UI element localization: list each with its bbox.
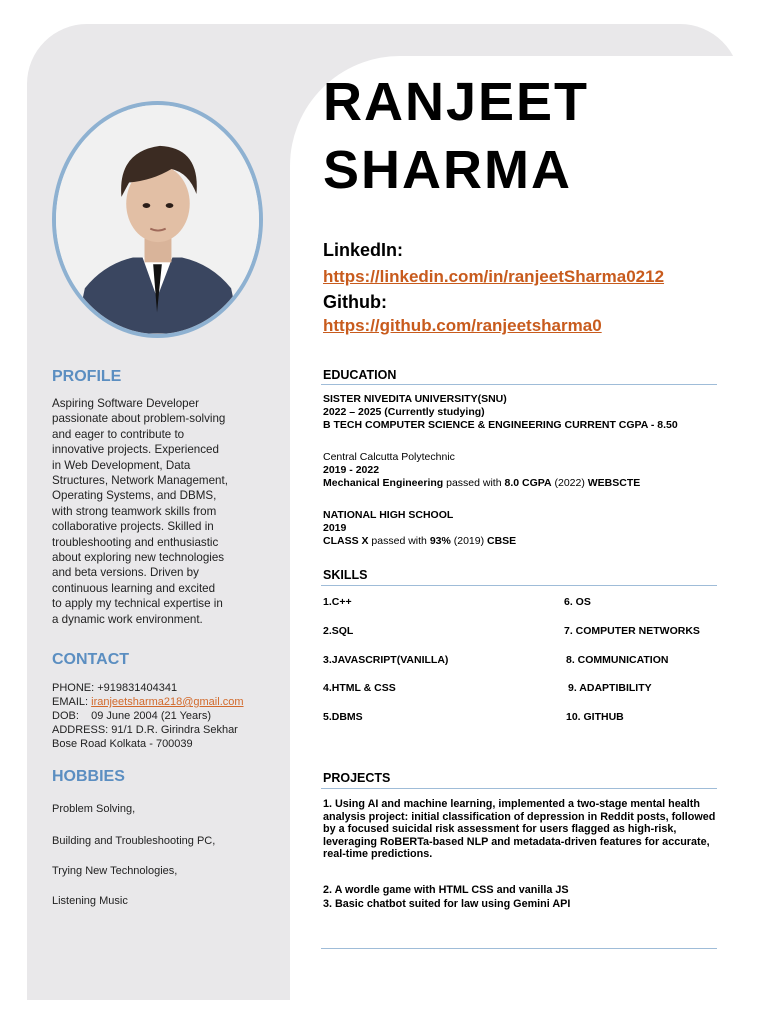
person-photo-illustration [56,105,259,334]
education-degree: B TECH COMPUTER SCIENCE & ENGINEERING CURRENT CGPA - 8.50 [323,419,678,431]
github-link[interactable]: https://github.com/ranjeetsharma0 [323,316,602,335]
profile-line: collaborative projects. Skilled in [52,520,214,534]
skill-item: 7. COMPUTER NETWORKS [564,625,700,637]
hobby-item: Trying New Technologies, [52,865,178,877]
project-item: 1. Using AI and machine learning, implemented a two-stage mental health analysis project: initial classification of depression in Reddit posts, followed by a focused suicidal risk assessment for users flagged as high-risk, leveraging RoBERTa-based NLP and metadata-driven features for accurate, real-time predictions. [323,798,716,861]
education-cgpa: 8.0 CGPA [504,477,552,489]
skill-item: 6. OS [564,596,591,608]
profile-line: about exploring new technologies [52,551,225,565]
project-item: 2. A wordle game with HTML CSS and vanilla JS [323,884,569,896]
hobby-item: Problem Solving, [52,803,136,815]
contact-email-row [52,695,267,709]
projects-divider [321,788,717,789]
profile-line: Aspiring Software Developer [52,397,199,410]
contact-heading: CONTACT [52,651,130,668]
skill-item: 1.C++ [323,596,352,608]
profile-heading: PROFILE [52,368,122,385]
education-school: Central Calcutta Polytechnic [323,451,455,463]
project-item: 3. Basic chatbot suited for law using Gemini API [323,898,571,910]
profile-line: innovative projects. Experienced [52,443,219,457]
profile-line: in Web Development, Data [52,458,191,472]
education-years: 2019 - 2022 [323,464,380,476]
skill-item: 4.HTML & CSS [323,682,396,694]
name-last: SHARMA [323,140,572,200]
profile-text [52,396,267,627]
linkedin-label: LinkedIn: [323,240,403,260]
education-degree-row [323,535,516,548]
skill-item: 5.DBMS [323,711,363,723]
profile-line: continuous learning and excited [52,581,216,595]
hobbies-heading: HOBBIES [52,768,125,785]
skill-item: 8. COMMUNICATION [566,654,669,666]
linkedin-link[interactable]: https://linkedin.com/in/ranjeetSharma0212 [323,267,665,286]
contact-block [52,681,267,751]
education-text: (2022) [551,477,588,489]
education-score: 93% [429,535,451,547]
profile-line: troubleshooting and enthusiastic [52,535,219,549]
name-title [323,68,589,204]
education-text: (2019) [450,535,488,547]
profile-line: passionate about problem-solving [52,412,226,426]
education-text: passed with [443,477,505,489]
contact-email-label: EMAIL: [52,696,92,708]
skill-item: 9. ADAPTIBILITY [568,682,652,694]
skill-item: 2.SQL [323,625,354,637]
contact-email-link[interactable]: iranjeetsharma218@gmail.com [91,696,244,708]
profile-photo [52,101,263,338]
education-board: WEBSCTE [587,477,641,489]
hobby-item: Listening Music [52,895,128,907]
education-school: SISTER NIVEDITA UNIVERSITY(SNU) [323,393,507,405]
profile-line: Structures, Network Management, [52,474,228,488]
education-divider [321,384,717,385]
education-heading: EDUCATION [323,368,397,382]
contact-address-line2: Bose Road Kolkata - 700039 [52,738,193,750]
bottom-divider [321,948,717,949]
education-board: CBSE [487,535,517,547]
education-years: 2019 [323,522,347,534]
education-school: NATIONAL HIGH SCHOOL [323,509,454,521]
projects-heading: PROJECTS [323,771,391,785]
name-first: RANJEET [323,72,590,132]
education-degree: CLASS X [323,535,369,547]
profile-line: and eager to contribute to [52,427,185,441]
education-entry-snu [323,393,678,432]
education-entry-polytechnic [323,451,640,490]
profile-line: and beta versions. Driven by [52,566,199,580]
skills-divider [321,585,717,586]
profile-line: to apply my technical expertise in [52,597,223,611]
profile-line: Operating Systems, and DBMS, [52,489,217,503]
profile-line: with strong teamwork skills from [52,504,217,518]
github-label: Github: [323,292,387,312]
education-degree: Mechanical Engineering [323,477,444,489]
education-years: 2022 – 2025 (Currently studying) [323,406,485,418]
education-entry-highschool [323,509,516,548]
education-text: passed with [368,535,430,547]
education-degree-row [323,477,640,490]
contact-address-line1: ADDRESS: 91/1 D.R. Girindra Sekhar [52,724,238,736]
skill-item: 10. GITHUB [566,711,624,723]
skills-heading: SKILLS [323,568,368,582]
contact-phone: PHONE: +919831404341 [52,682,178,694]
skill-item: 3.JAVASCRIPT(VANILLA) [323,654,449,666]
hobby-item: Building and Troubleshooting PC, [52,835,216,847]
profile-line: a dynamic work environment. [52,612,203,626]
contact-dob: DOB: 09 June 2004 (21 Years) [52,710,211,722]
